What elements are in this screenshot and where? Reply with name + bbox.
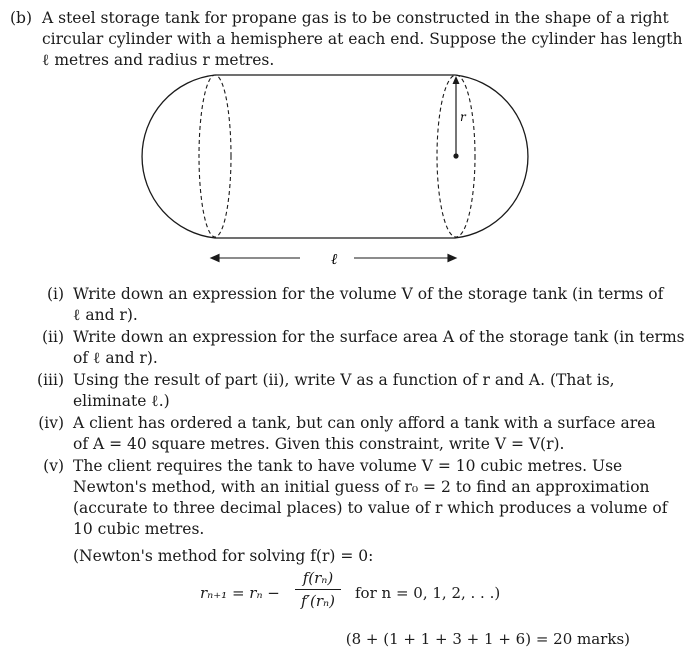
part-ii-label: (ii) <box>41 328 64 346</box>
part-iii-line-1: Using the result of part (ii), write V as a function of r and A. (That is, <box>73 371 615 389</box>
part-iii-line-2: eliminate ℓ.) <box>73 392 170 410</box>
newton-denominator: f′(rₙ) <box>301 592 335 610</box>
length-label: ℓ <box>331 250 338 268</box>
part-ii-line-2: of ℓ and r). <box>73 349 158 367</box>
question-label: (b) <box>10 9 33 27</box>
part-i-label: (i) <box>46 285 64 303</box>
part-v-line-3: (accurate to three decimal places) to value of r which produces a volume of <box>73 499 668 517</box>
newton-lhs: rₙ₊₁ = rₙ − <box>200 584 280 602</box>
part-v-line-2: Newton's method, with an initial guess of r₀ = 2 to find an approximation <box>73 478 650 496</box>
part-v-line-4: 10 cubic metres. <box>73 520 205 538</box>
part-iii-label: (iii) <box>37 371 64 389</box>
part-v-label: (v) <box>43 457 64 475</box>
part-iv-label: (iv) <box>38 414 64 432</box>
newton-numerator: f(rₙ) <box>295 569 341 590</box>
tank-diagram <box>0 0 700 280</box>
newton-intro: (Newton's method for solving f(r) = 0: <box>73 547 374 565</box>
intro-line-2: circular cylinder with a hemisphere at each end. Suppose the cylinder has length <box>42 30 683 48</box>
part-i-line-2: ℓ and r). <box>73 306 138 324</box>
left-cross-section <box>199 75 231 237</box>
part-ii-line-1: Write down an expression for the surface area A of the storage tank (in terms <box>73 328 685 346</box>
marks-total: (8 + (1 + 1 + 3 + 1 + 6) = 20 marks) <box>345 630 630 648</box>
intro-line-1: A steel storage tank for propane gas is to be constructed in the shape of a right <box>42 9 669 27</box>
newton-fraction <box>295 569 341 610</box>
radius-label: r <box>460 110 466 124</box>
newton-condition: for n = 0, 1, 2, . . .) <box>355 584 501 602</box>
radius-indicator <box>453 76 460 159</box>
part-v-line-1: The client requires the tank to have volume V = 10 cubic metres. Use <box>73 457 623 475</box>
part-i-line-1: Write down an expression for the volume V of the storage tank (in terms of <box>73 285 664 303</box>
part-iv-line-2: of A = 40 square metres. Given this constraint, write V = V(r). <box>73 435 565 453</box>
part-iv-line-1: A client has ordered a tank, but can only afford a tank with a surface area <box>73 414 656 432</box>
intro-line-3: ℓ metres and radius r metres. <box>42 51 275 69</box>
